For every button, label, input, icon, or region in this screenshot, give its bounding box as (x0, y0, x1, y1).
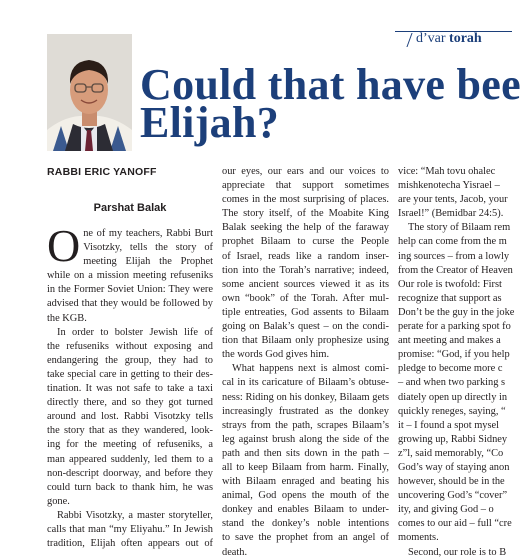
text-line: some ancient sources viewed it as its (222, 278, 389, 290)
text-line: while on a mission meeting refuseniks (47, 270, 213, 282)
text-line: leg against brush along the side of the (222, 433, 389, 445)
text-line: moments. (398, 532, 439, 544)
text-line: however, should be in the (398, 476, 505, 488)
text-line: growing up, Rabbi Sidney (398, 433, 508, 445)
text-line: could turn back to thank him, he was (47, 481, 213, 493)
text-line: ity, and giving God – o (398, 504, 494, 516)
text-line: – and when two parking s (398, 377, 506, 389)
text-line: Our role is twofold: First (398, 278, 502, 290)
text-line: The story of Bilaam rem (408, 222, 511, 234)
text-line: it – I found a spot mysel (398, 419, 500, 431)
text-line: path and then sits down in the path – (222, 447, 389, 459)
text-line: In order to bolster Jewish life of (57, 326, 213, 338)
text-line: ant meeting and makes a (398, 335, 501, 347)
text-line: the story that as they wandered, look- (47, 425, 213, 437)
text-line: donkey and enables Bilaam to under- (222, 504, 389, 516)
text-line: tiple entreaties, God assents to Bilaam (222, 306, 389, 318)
article-title (140, 60, 521, 147)
text-line: calls that man “my Eliyahu.” In Jewish (47, 523, 213, 535)
text-line: Balak seeking the help of the faraway (222, 222, 389, 234)
text-line: promise: “God, if you help (398, 349, 510, 361)
text-line: all to keep Bilaam from harm. Finally, (222, 461, 389, 473)
text-line: around and lost. Rabbi Visotzky tells (47, 411, 213, 423)
section-tag-bold: torah (449, 31, 482, 46)
text-line: gone. (47, 495, 70, 507)
text-line: meeting Elijah the Prophet (83, 256, 213, 268)
text-line: directly there, and so they got turned (47, 397, 213, 409)
author-photo (47, 34, 132, 151)
text-line: ing sources – from a lowly (398, 250, 510, 262)
text-line: quickly reneges, saying, “ (398, 405, 506, 417)
header-slash (406, 33, 412, 47)
text-line: animal, God opens the mouth of the (222, 490, 389, 502)
text-line: tion that Bilaam only prophesize using (222, 335, 389, 347)
text-line: mishkenotecha Yisrael – (398, 180, 500, 192)
text-line: to save the prophet from an angel of (222, 532, 389, 544)
text-line: own “book” of the Torah. After mul- (222, 292, 389, 304)
text-line: The story itself, of the Moabite King (222, 208, 389, 220)
text-line: appreciate that support sometimes (222, 180, 389, 192)
text-line: prophet Bilaam to curse the People (222, 236, 389, 248)
text-line: in the Former Soviet Union: They were (47, 284, 213, 296)
text-line: stand the donkey’s noble intentions (222, 518, 389, 530)
text-column-3 (398, 165, 515, 560)
text-line: tion into the Torah’s narrative; indeed, (222, 264, 389, 276)
section-tag-light: d’var (416, 31, 450, 46)
text-line: strays from the path, scrapes Bilaam’s (222, 419, 389, 431)
text-line: ing for the meeting of refuseniks, a (47, 439, 213, 451)
text-line: comes in the most surprising of places. (222, 194, 389, 206)
text-line: ne of my teachers, Rabbi Burt (83, 228, 213, 239)
text-line: Second, our role is to B (408, 546, 507, 558)
drop-cap: O (47, 220, 81, 271)
text-line: non-descript doorway, and before they (47, 467, 213, 479)
text-line: are your tents, Jacob, your (398, 194, 508, 206)
section-heading: Parshat Balak (93, 202, 167, 214)
text-line: ness: Riding on his donkey, Bilaam gets (222, 391, 389, 403)
text-line: z”l, said memorably, “Co (398, 447, 504, 459)
text-column-2 (222, 165, 389, 560)
text-line: cal in its caricature of Bilaam’s obtuse- (222, 377, 389, 389)
text-line: with Bilaam enraged and beating his (222, 476, 389, 488)
text-line: What happens next is almost comi- (232, 363, 389, 375)
text-line: tradition, Elijah often appears out of (47, 538, 213, 550)
text-line: take special care in getting to their des- (47, 368, 213, 380)
text-line: comes to our aid – full “cre (398, 518, 512, 530)
author-byline: RABBI ERIC YANOFF (47, 166, 157, 178)
text-line: the words God gives him. (222, 349, 330, 361)
text-line: tination. It was not safe to take a taxi (47, 383, 213, 395)
text-line: man appeared suddenly, led them to a (47, 453, 213, 465)
text-column-1 (47, 220, 213, 551)
text-line: uncovering God’s “cover” (398, 490, 508, 502)
text-line: Rabbi Visotzky, a master storyteller, (57, 509, 213, 521)
title-line-1: Could that have bee (140, 60, 521, 109)
text-line: going on Balak’s quest – on the condi- (222, 321, 389, 333)
text-line: Visotzky, tells the story of (83, 242, 213, 254)
text-line: of Israel, reads like a random inser- (222, 250, 389, 262)
section-tag (416, 31, 482, 47)
text-line: death. (222, 546, 248, 558)
text-line: perate for a parking spot fo (398, 321, 511, 333)
text-line: God’s way of staying anon (398, 461, 510, 473)
text-line: Israel!” (Bemidbar 24:5). (398, 208, 504, 220)
text-line: pledge to become more c (398, 363, 503, 375)
text-line: Don’t be the guy in the joke (398, 306, 515, 318)
title-line-2: Elijah? (140, 98, 280, 147)
text-line: endangering the group, they had to (47, 354, 213, 366)
text-line: vice: “Mah tovu ohalec (398, 166, 496, 177)
text-line: recognize that support as (398, 292, 502, 304)
text-line: diately open up directly in (398, 391, 508, 403)
text-line: the KGB. (47, 312, 87, 324)
text-line: the refuseniks without exposing and (47, 340, 213, 352)
author-portrait-image (47, 34, 132, 151)
text-line: from the Creator of Heaven (398, 264, 513, 276)
text-line: help can come from the m (398, 236, 507, 248)
text-line: increasingly frustrated as the donkey (222, 405, 389, 417)
text-line: advised that they would be followed by (47, 298, 213, 310)
text-line: our eyes, our ears and our voices to (222, 166, 389, 177)
